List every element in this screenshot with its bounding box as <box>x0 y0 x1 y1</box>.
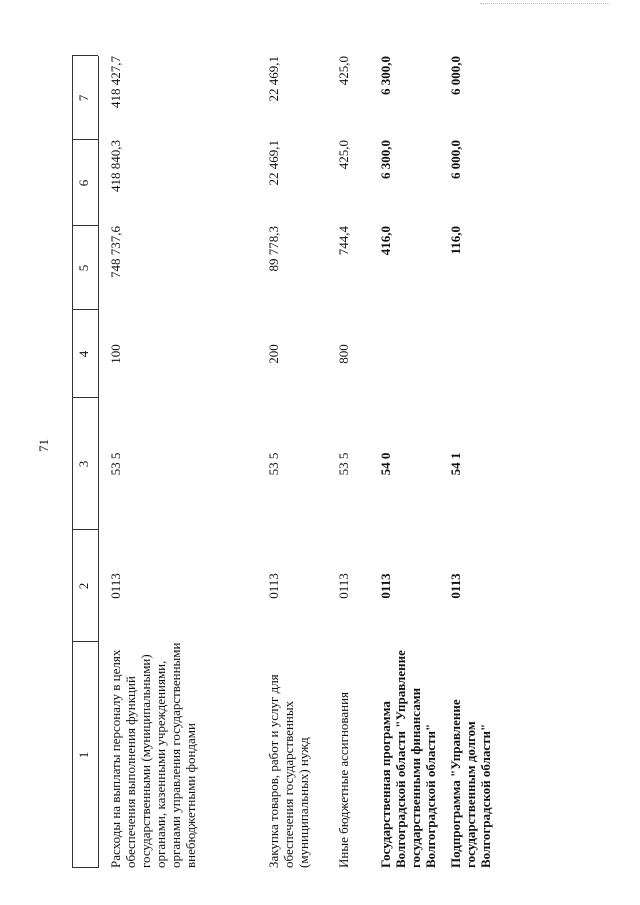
row-amount-7: 22 469,1 <box>266 56 281 102</box>
row-expense-type: 800 <box>336 344 351 364</box>
row-amount-5: 416,0 <box>378 226 393 256</box>
row-target-code: 54 0 <box>378 452 393 476</box>
row-expense-type: 200 <box>266 344 281 364</box>
row-amount-7: 425,0 <box>336 56 351 86</box>
row-amount-5: 89 778,3 <box>266 226 281 272</box>
row-name: Расходы на выплаты персоналу в целях обеспечения выполнения функций государственными (муниципальными) органами, казенными учреждениями, органами управления государственными внебюджетными фондами <box>108 642 198 868</box>
scan-artifact <box>480 3 610 7</box>
header-bottom-border <box>98 56 99 868</box>
row-amount-5: 748 737,6 <box>108 226 123 278</box>
row-amount-6: 418 840,3 <box>108 140 123 192</box>
header-col-5: 5 <box>76 264 91 272</box>
row-name: Подпрограмма "Управление государственным долгом Волгоградской области" <box>448 699 493 868</box>
header-col-3: 3 <box>76 460 91 468</box>
row-name: Закупка товаров, работ и услуг для обеспечения государственных (муниципальных) нужд <box>266 674 311 868</box>
row-amount-5: 744,4 <box>336 226 351 256</box>
row-amount-7: 6 300,0 <box>378 56 393 95</box>
row-target-code: 53 5 <box>336 452 351 476</box>
row-target-code: 53 5 <box>108 452 123 476</box>
row-target-code: 54 1 <box>448 452 463 476</box>
row-name: Государственная программа Волгоградской области "Управление государственными финансами Волгоградской области" <box>378 650 438 868</box>
row-section-code: 0113 <box>266 573 281 599</box>
header-col-7: 7 <box>76 94 91 102</box>
row-amount-7: 418 427,7 <box>108 56 123 108</box>
budget-table <box>72 48 498 868</box>
row-section-code: 0113 <box>336 573 351 599</box>
row-target-code: 53 5 <box>266 452 281 476</box>
row-amount-5: 116,0 <box>448 226 463 255</box>
header-col-4: 4 <box>76 350 91 358</box>
header-col-6: 6 <box>76 179 91 187</box>
row-amount-6: 425,0 <box>336 140 351 170</box>
row-amount-7: 6 000,0 <box>448 56 463 95</box>
row-section-code: 0113 <box>448 573 463 599</box>
row-amount-6: 6 000,0 <box>448 140 463 179</box>
page-number: 71 <box>36 439 51 452</box>
row-amount-6: 22 469,1 <box>266 140 281 186</box>
header-col-2: 2 <box>76 582 91 590</box>
header-col-1: 1 <box>76 751 91 759</box>
row-section-code: 0113 <box>378 573 393 599</box>
table-top-border <box>72 56 73 868</box>
row-amount-6: 6 300,0 <box>378 140 393 179</box>
row-section-code: 0113 <box>108 573 123 599</box>
row-name: Иные бюджетные ассигнования <box>336 691 351 868</box>
row-expense-type: 100 <box>108 344 123 364</box>
